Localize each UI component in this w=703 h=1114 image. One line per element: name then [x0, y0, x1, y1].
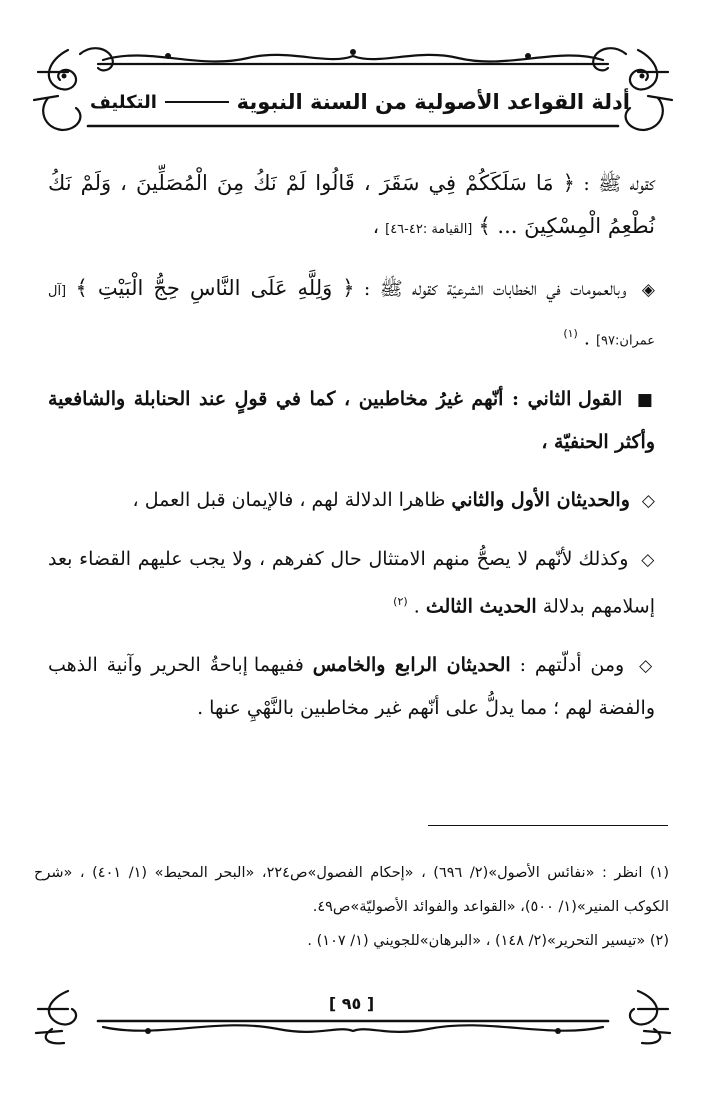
quran-verse-1: ﴿ مَا سَلَكَكُمْ فِي سَقَرَ ، قَالُوا لَمْ نَكُ مِنَ الْمُصَلِّينَ ، وَلَمْ نَكُ نُطْعِمُ الْمِسْكِينَ ... ﴾ — [48, 171, 655, 238]
verse-reference-1: [القيامة :٤٢-٤٦] — [385, 222, 473, 237]
page-number: [ ٩٥ ] — [328, 994, 375, 1013]
paragraph-2: ◈ وبالعمومات في الخطابات الشرعيّة كقوله ﷺ : ﴿ وَلِلَّهِ عَلَى النَّاسِ حِجُّ الْبَيْتِ ﴾ [آل عمران:٩٧] . $^{(١)}$ — [48, 276, 655, 350]
footnote-1: (١) انظر : «نفائس الأصول»(٢/ ٦٩٦) ، «إحكام الفصول»ص٢٢٤، «البحر المحيط» (١/ ٤٠١) ، «شرح الكوكب المنير»(١/ ٥٠٠)، «القواعد والفوائد الأصوليّة»ص٤٩. — [34, 865, 670, 915]
footnote-2: (٢) «تيسير التحرير»(٢/ ١٤٨) ، «البرهان»للجويني (١/ ١٠٧) . — [307, 933, 669, 949]
quran-verse-2: ﴿ وَلِلَّهِ عَلَى النَّاسِ حِجُّ الْبَيْتِ ﴾ — [75, 276, 355, 300]
book-title: أدلة القواعد الأصولية من السنة النبوية — [236, 90, 630, 114]
paragraph-5: ◇ وكذلك لأنّهم لا يصحُّ منهم الامتثال حال كفرهم ، ولا يجب عليهم القضاء بعد إسلامهم بدلالة الحديث الثالث . $^{(٢)}$ — [48, 548, 656, 618]
chapter-title: التكليف — [90, 91, 157, 113]
footnotes — [34, 856, 669, 958]
square-bullet-icon: ■ — [636, 390, 655, 411]
diamond-outline-bullet-icon: ◇ — [641, 550, 656, 571]
paragraph-6: ◇ ومن أدلّتهم : الحديثان الرابع والخامس ففيهما إباحةُ الحرير وآنية الذهب والفضة لهم ؛ مما يدلُّ على أنّهم غير مخاطبين بالنَّهْيِ عنها . — [48, 653, 656, 719]
verse-reference-2: [آل عمران:٩٧] — [48, 284, 655, 349]
paragraph-1: كقوله ﷺ : ﴿ مَا سَلَكَكُمْ فِي سَقَرَ ، قَالُوا لَمْ نَكُ مِنَ الْمُصَلِّينَ ، وَلَمْ نَكُ نُطْعِمُ الْمِسْكِينَ ... ﴾ [القيامة :٤٢-٤٦] ، — [48, 171, 656, 238]
diamond-outline-bullet-icon: ◇ — [639, 655, 656, 676]
footnote-separator — [428, 825, 668, 826]
header-dash-rule — [165, 101, 229, 103]
diamond-outline-bullet-icon: ◇ — [641, 491, 655, 512]
footnote-marker-1: (١) — [563, 327, 578, 340]
diamond-bullet-icon: ◈ — [641, 280, 655, 300]
main-text — [48, 162, 655, 745]
footnote-marker-2: (٢) — [393, 595, 408, 609]
paragraph-3: ■ القول الثاني : أنّهم غيرُ مخاطبين ، كما في قولٍ عند الحنابلة والشافعية وأكثر الحنفيّة ، — [48, 388, 655, 454]
paragraph-4: ◇ والحديثان الأول والثاني ظاهرا الدلالة لهم ، فالإيمان قبل العمل ، — [132, 489, 655, 512]
running-header — [90, 84, 630, 120]
